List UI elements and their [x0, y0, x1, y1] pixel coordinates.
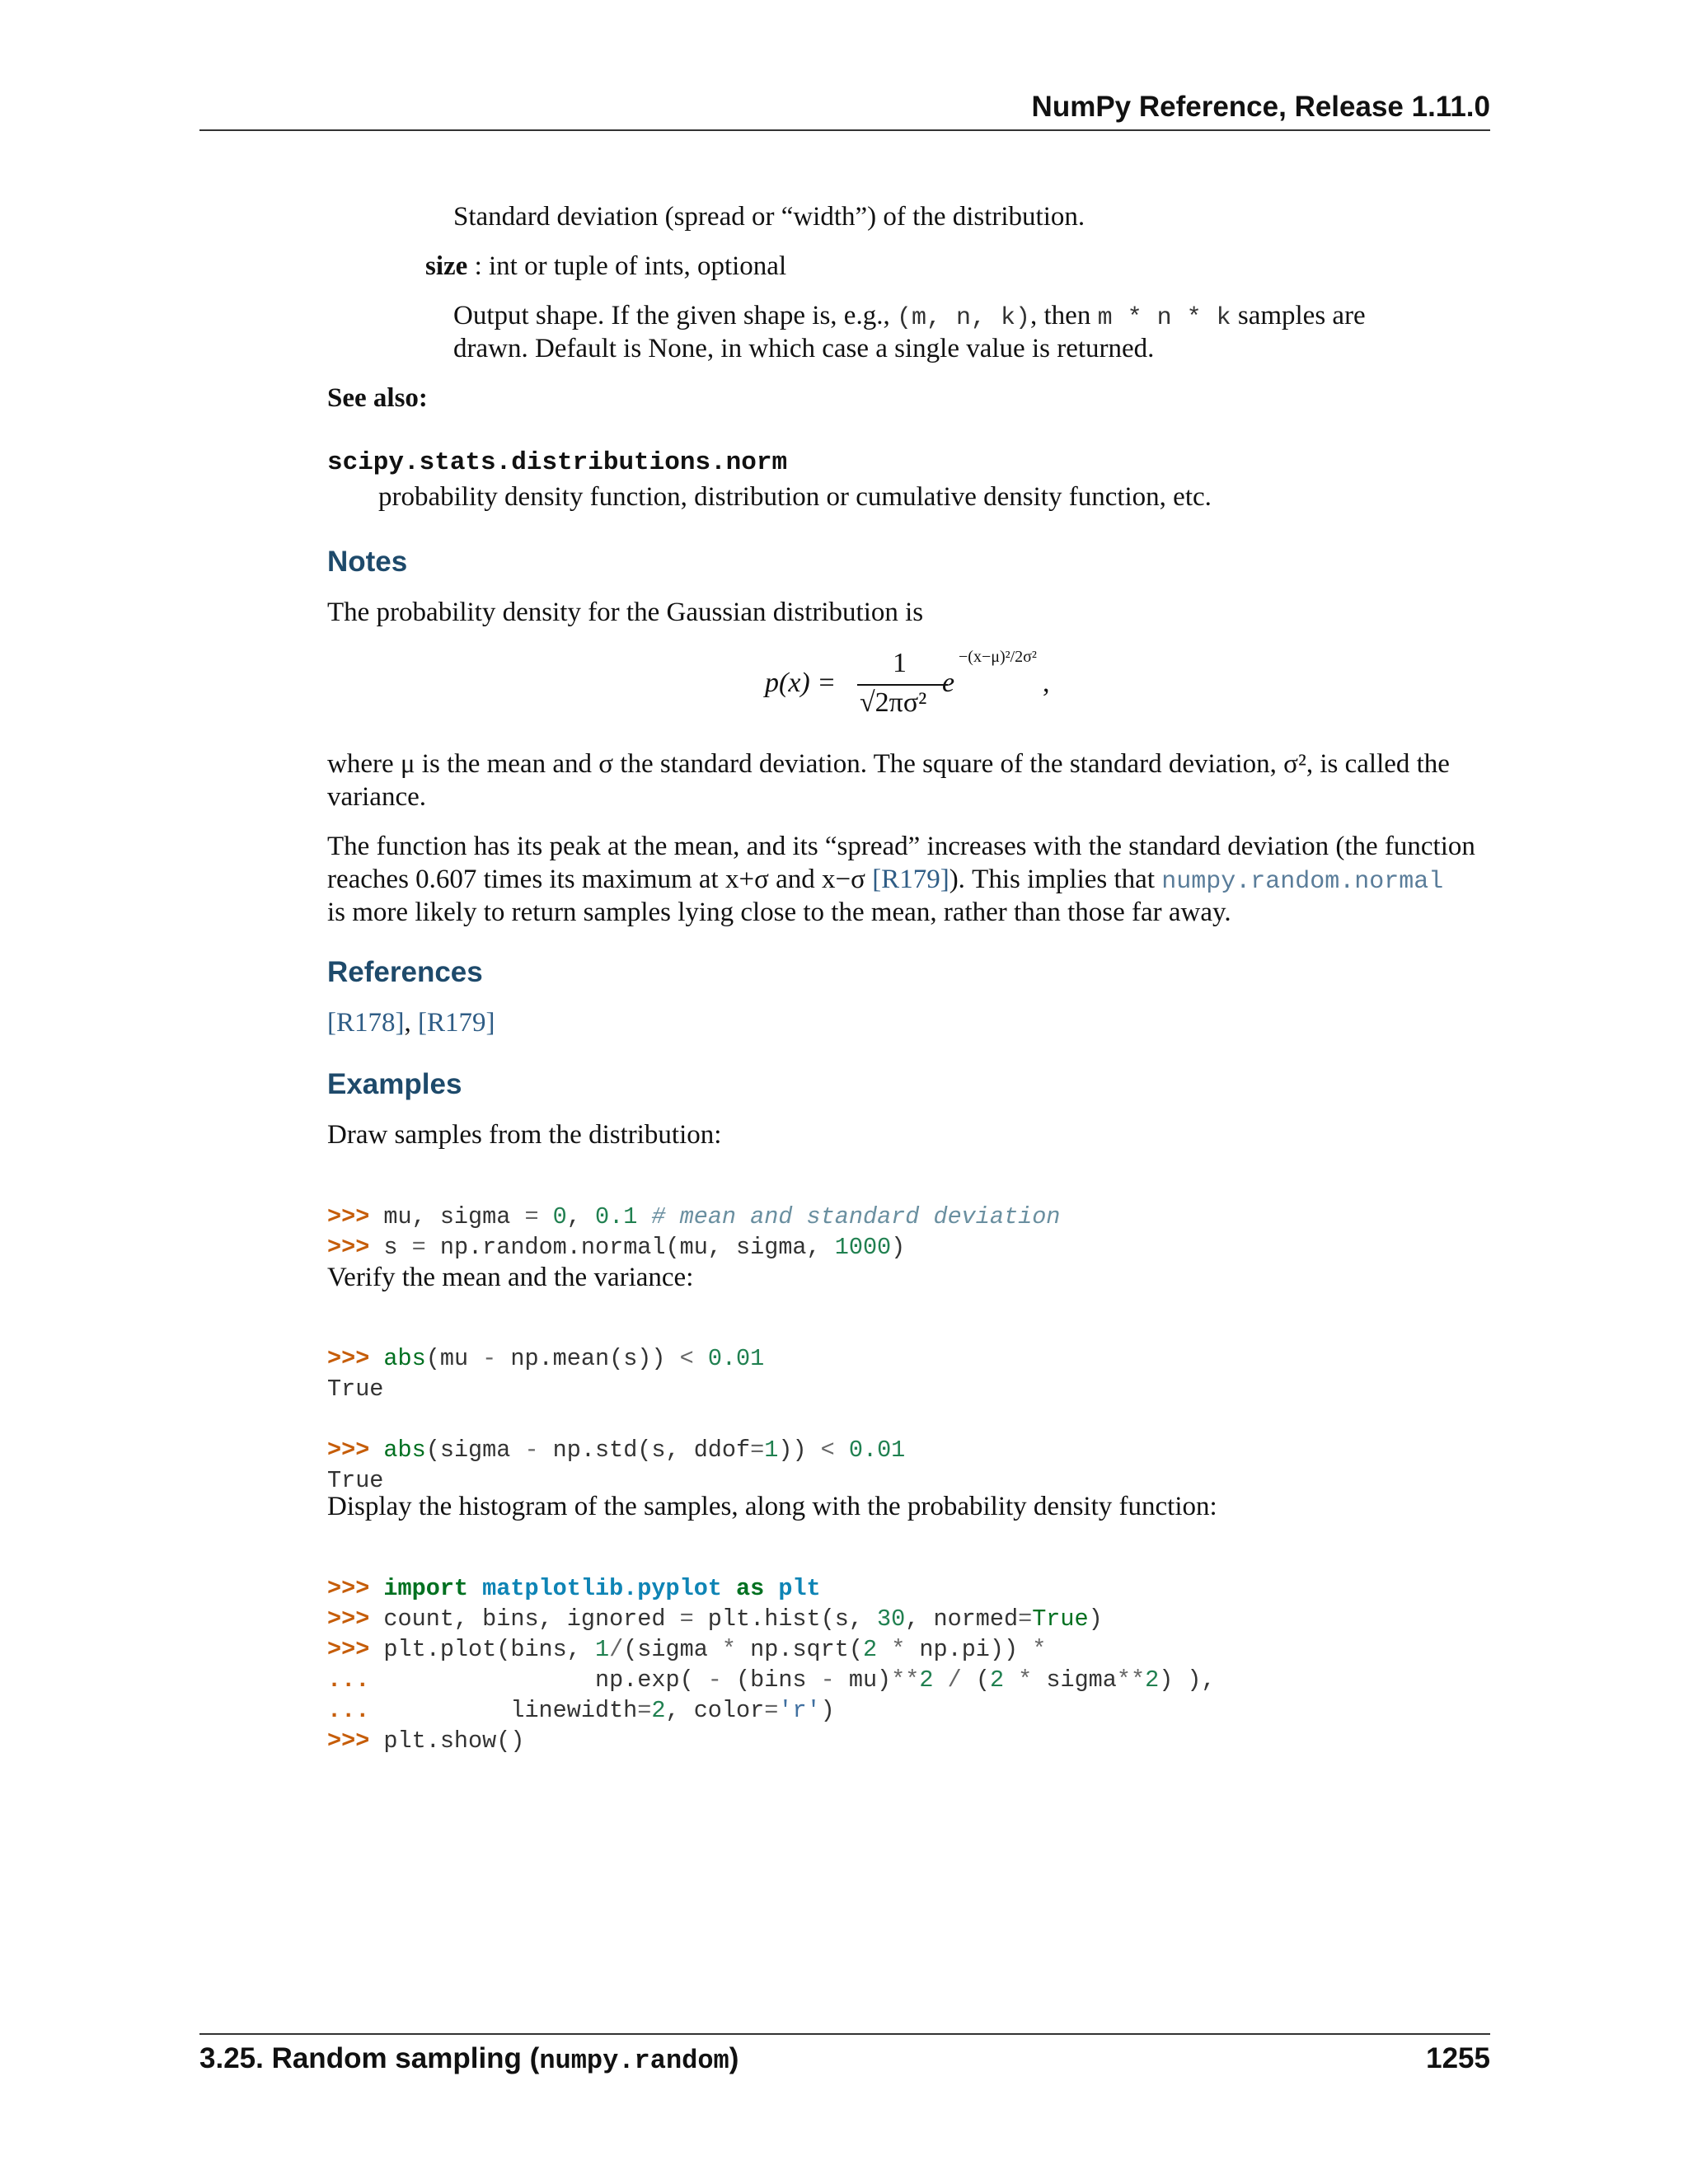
code-line: >>> count, bins, ignored = plt.hist(s, 30, normed=True) [327, 1605, 1103, 1633]
param-size [425, 250, 786, 283]
examples-intro-2: Verify the mean and the variance: [327, 1263, 694, 1292]
footer-module-name: numpy.random [539, 2046, 729, 2076]
header-rule [199, 129, 1490, 131]
code-line: >>> mu, sigma = 0, 0.1 # mean and standard deviation [327, 1203, 1061, 1230]
examples-intro-1: Draw samples from the distribution: [327, 1120, 722, 1150]
reference-r178-link[interactable]: [R178] [327, 1008, 405, 1038]
param-size-type: : int or tuple of ints, optional [474, 251, 787, 281]
formula-tail: , [1043, 668, 1050, 698]
scale-description: Standard deviation (spread or “width”) of the distribution. [453, 202, 1085, 232]
code-block-1 [327, 1171, 1060, 1324]
footer-section-close: ) [729, 2042, 739, 2074]
notes-para2-line2 [327, 863, 1443, 898]
size-desc-code-shape: (m, n, k) [896, 304, 1030, 332]
code-output-line: True [327, 1467, 384, 1494]
gaussian-formula [762, 648, 1059, 730]
notes-para2-line1: The function has its peak at the mean, and its “spread” increases with the standard deviation (the function [327, 832, 1475, 861]
para2-text-a: reaches 0.607 times its maximum at x+σ and x−σ [327, 865, 865, 894]
reference-r179-link[interactable]: [R179] [418, 1008, 495, 1038]
citation-r179-link[interactable]: [R179] [872, 865, 950, 894]
footer-section-title [199, 2042, 738, 2076]
code-block-3 [327, 1543, 1216, 1817]
references-separator: , [404, 1008, 418, 1038]
param-size-name: size [425, 251, 468, 281]
size-desc-text-2: , then [1030, 301, 1091, 330]
size-desc-code-product: m * n * k [1097, 304, 1231, 332]
see-also-label: See also: [327, 383, 428, 413]
code-line: >>> s = np.random.normal(mu, sigma, 1000) [327, 1234, 906, 1261]
notes-intro: The probability density for the Gaussian distribution is [327, 598, 924, 627]
references-heading: References [327, 956, 483, 988]
footer-rule [199, 2033, 1490, 2035]
size-description-line2: drawn. Default is None, in which case a single value is returned. [453, 334, 1155, 363]
formula-denominator: √2πσ² [860, 687, 927, 718]
size-desc-text-3: samples are [1237, 301, 1366, 330]
formula-numerator: 1 [893, 648, 907, 678]
code-line: >>> plt.show() [327, 1727, 525, 1755]
formula-base: e [942, 668, 955, 698]
size-description-line1 [453, 299, 1366, 335]
formula-exponent: −(x−μ)²/2σ² [959, 648, 1037, 666]
code-line: >>> import matplotlib.pyplot as plt [327, 1575, 821, 1602]
code-output-line: True [327, 1376, 384, 1403]
code-line: >>> plt.plot(bins, 1/(sigma * np.sqrt(2 * np.pi)) * [327, 1636, 1047, 1663]
numpy-random-normal-link[interactable]: numpy.random.normal [1161, 868, 1444, 896]
code-blank-line [327, 1404, 905, 1435]
page-number: 1255 [1426, 2042, 1490, 2074]
notes-heading: Notes [327, 546, 408, 578]
running-header: NumPy Reference, Release 1.11.0 [1031, 91, 1490, 123]
para2-text-b: ). This implies that [949, 865, 1155, 894]
see-also-ref-link[interactable]: scipy.stats.distributions.norm [327, 448, 788, 477]
formula-fraction-bar [857, 684, 948, 686]
code-line: >>> abs(sigma - np.std(s, ddof=1)) < 0.01 [327, 1436, 906, 1464]
notes-para1-line1: where μ is the mean and σ the standard deviation. The square of the standard deviation, σ², is called the [327, 749, 1450, 779]
code-line: ... np.exp( - (bins - mu)**2 / (2 * sigma**2) ), [327, 1666, 1216, 1694]
references-list [327, 1006, 495, 1039]
formula-lhs: p(x) = [765, 668, 837, 698]
code-line: ... linewidth=2, color='r') [327, 1697, 835, 1724]
notes-para2-line3: is more likely to return samples lying close to the mean, rather than those far away. [327, 898, 1231, 927]
code-line: >>> abs(mu - np.mean(s)) < 0.01 [327, 1345, 765, 1372]
see-also-description: probability density function, distribution or cumulative density function, etc. [378, 482, 1212, 512]
footer-section-text: 3.25. Random sampling ( [199, 2042, 540, 2074]
notes-para1-line2: variance. [327, 782, 426, 812]
size-desc-text: Output shape. If the given shape is, e.g., [453, 301, 890, 330]
examples-heading: Examples [327, 1068, 462, 1100]
examples-intro-3: Display the histogram of the samples, along with the probability density function: [327, 1492, 1217, 1521]
